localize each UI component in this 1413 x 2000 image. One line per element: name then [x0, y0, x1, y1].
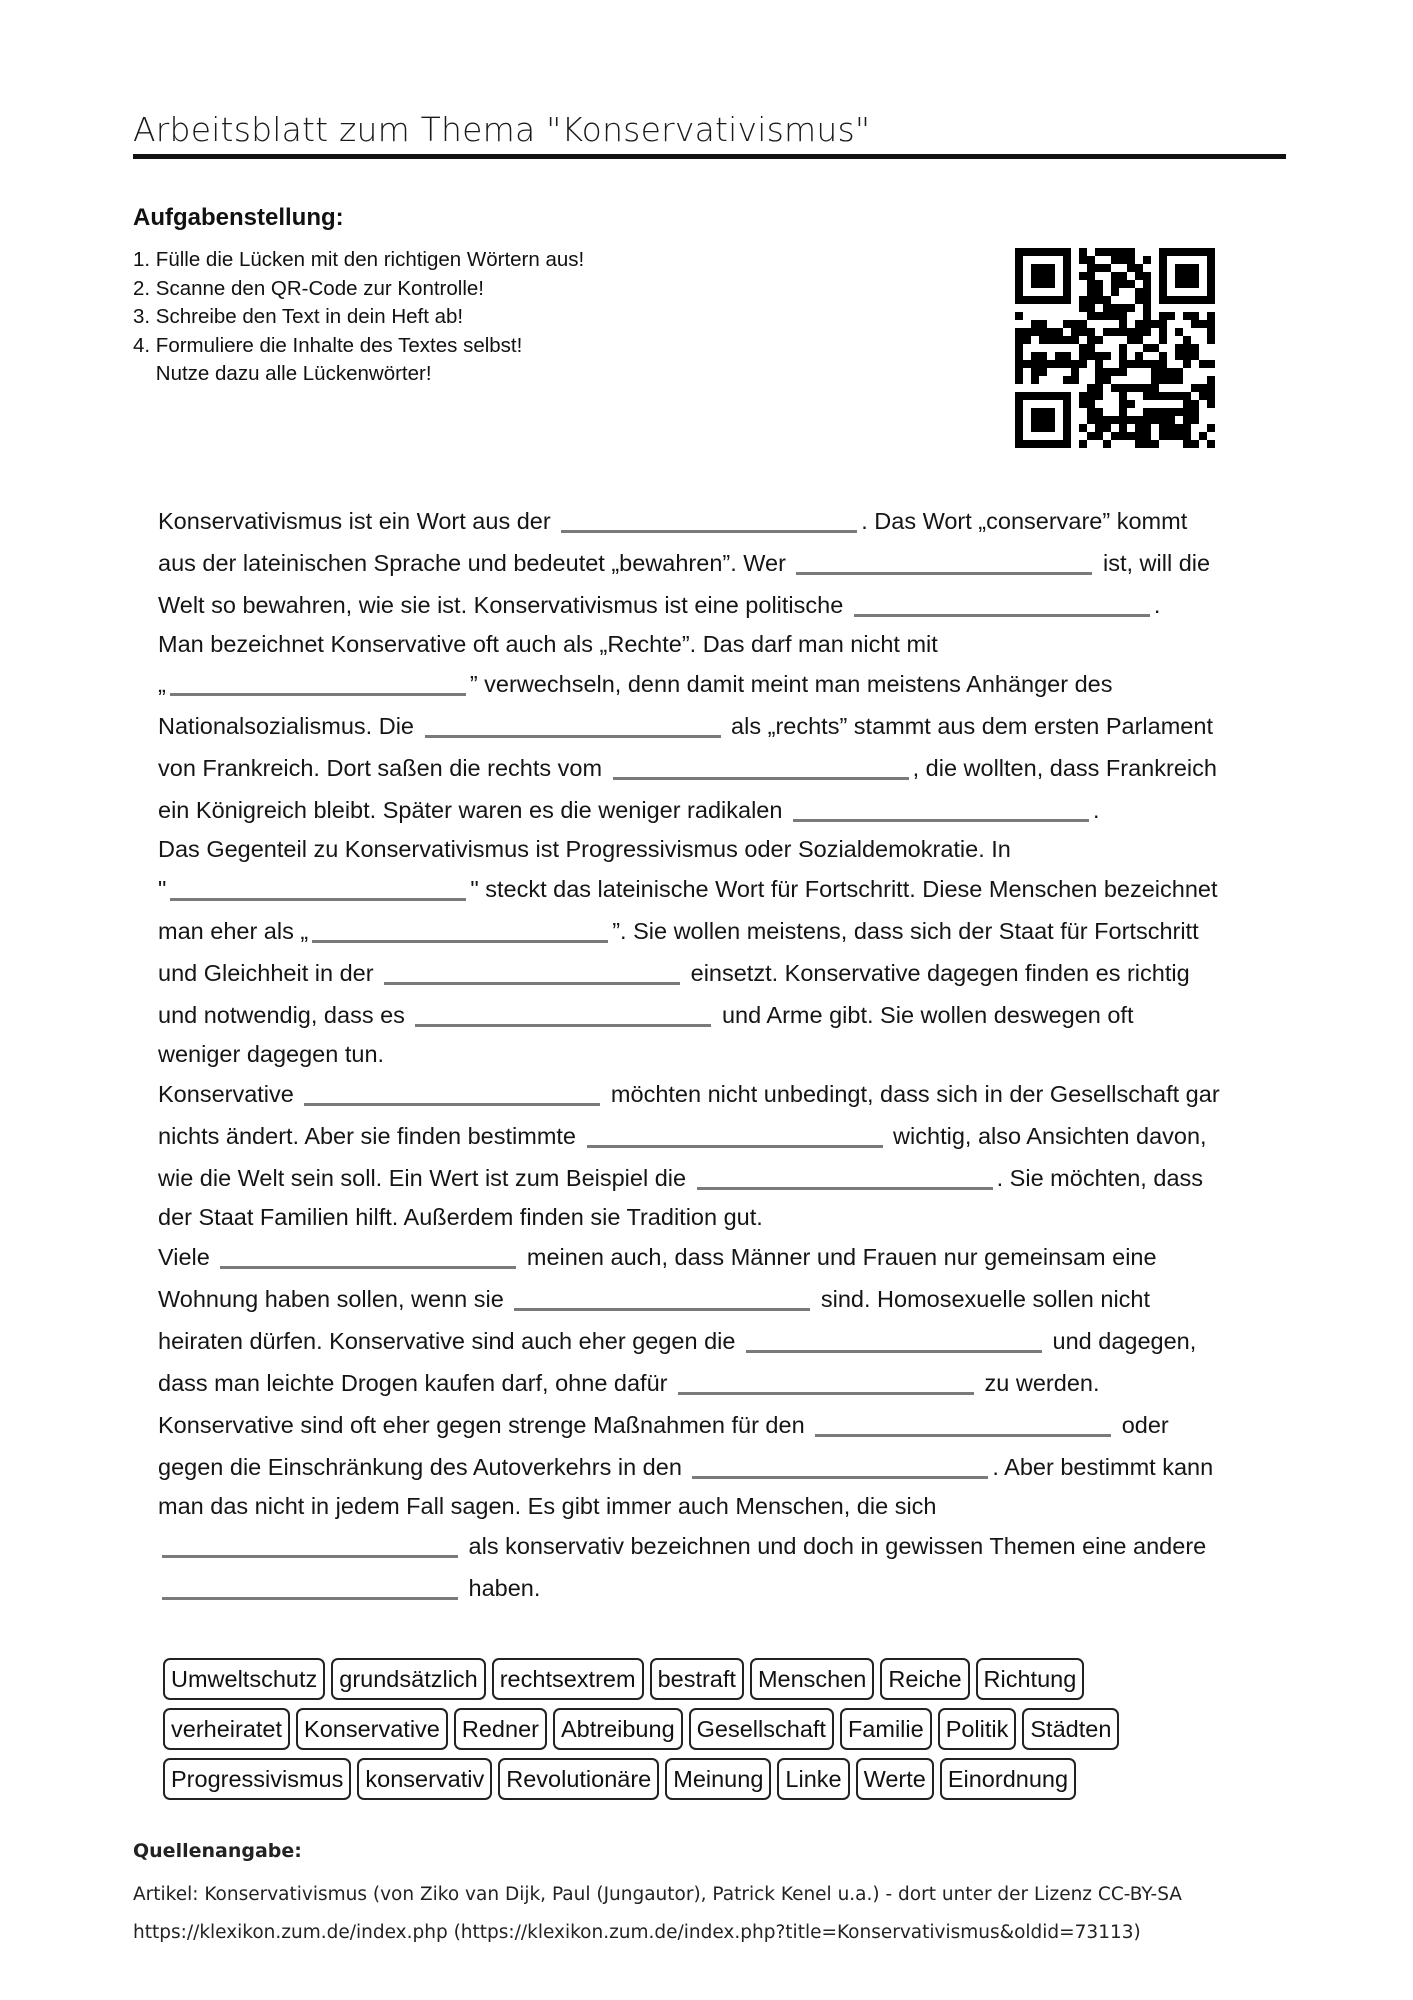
cloze-segment: nichts ändert. Aber sie finden bestimmte: [158, 1123, 583, 1149]
cloze-line: [158, 1199, 1318, 1236]
blank-gap[interactable]: [678, 1368, 974, 1395]
cloze-segment: Wohnung haben sollen, wenn sie: [158, 1286, 511, 1312]
blank-gap[interactable]: [170, 669, 466, 696]
cloze-segment: man das nicht in jedem Fall sagen. Es gibt immer auch Menschen, die sich: [158, 1493, 937, 1519]
cloze-line: [158, 1525, 1318, 1567]
cloze-segment: ” verwechseln, denn damit meint man meistens Anhänger des: [469, 671, 1113, 697]
cloze-segment: .: [1092, 797, 1100, 823]
cloze-line: [158, 500, 1318, 542]
cloze-line: [158, 1320, 1318, 1362]
cloze-segment: ”. Sie wollen meistens, dass sich der Staat für Fortschritt: [612, 918, 1199, 944]
blank-gap[interactable]: [796, 548, 1092, 575]
cloze-line: [158, 1404, 1318, 1446]
blank-gap[interactable]: [162, 1573, 458, 1600]
word-chip: Städten: [1022, 1708, 1119, 1750]
cloze-line: [158, 1362, 1318, 1404]
blank-gap[interactable]: [793, 795, 1089, 822]
cloze-line: [158, 705, 1318, 747]
blank-gap[interactable]: [162, 1531, 458, 1558]
word-chip: Politik: [938, 1708, 1017, 1750]
cloze-line: [158, 952, 1318, 994]
cloze-segment: Konservative: [158, 1081, 301, 1107]
word-bank-row: [163, 1708, 1263, 1758]
task-item: 4. Formuliere die Inhalte des Textes selbst!: [133, 333, 523, 357]
word-chip: Richtung: [976, 1658, 1085, 1700]
cloze-segment: einsetzt. Konservative dagegen finden es richtig: [684, 960, 1190, 986]
cloze-segment: dass man leichte Drogen kaufen darf, ohne dafür: [158, 1370, 675, 1396]
blank-gap[interactable]: [587, 1121, 883, 1148]
cloze-segment: und dagegen,: [1045, 1328, 1197, 1354]
blank-gap[interactable]: [514, 1284, 810, 1311]
cloze-segment: ein Königreich bleibt. Später waren es die weniger radikalen: [158, 797, 789, 823]
word-chip: grundsätzlich: [331, 1658, 485, 1700]
task-item: Nutze dazu alle Lückenwörter!: [133, 362, 432, 385]
cloze-line: [158, 910, 1318, 952]
cloze-segment: man eher als „: [158, 918, 309, 944]
cloze-segment: als „rechts” stammt aus dem ersten Parlament: [724, 713, 1213, 739]
word-chip: Konservative: [296, 1708, 448, 1750]
cloze-segment: zu werden.: [978, 1370, 1100, 1396]
cloze-segment: " steckt das lateinische Wort für Fortschritt. Diese Menschen bezeichnet: [470, 876, 1218, 902]
word-chip: Gesellschaft: [689, 1708, 834, 1750]
cloze-segment: Konservative sind oft eher gegen strenge Maßnahmen für den: [158, 1412, 812, 1438]
sources-heading: Quellenangabe:: [133, 1840, 302, 1862]
cloze-line: [158, 584, 1318, 626]
cloze-segment: als konservativ bezeichnen und doch in gewissen Themen eine andere: [462, 1533, 1207, 1559]
cloze-segment: Konservativismus ist ein Wort aus der: [158, 508, 558, 534]
word-chip: Familie: [840, 1708, 932, 1750]
cloze-line: [158, 1115, 1318, 1157]
cloze-segment: , die wollten, dass Frankreich: [912, 755, 1217, 781]
task-heading: Aufgabenstellung:: [133, 204, 344, 231]
blank-gap[interactable]: [854, 590, 1150, 617]
blank-gap[interactable]: [220, 1242, 516, 1269]
cloze-segment: der Staat Familien hilft. Außerdem finden sie Tradition gut.: [158, 1204, 763, 1230]
word-chip: Linke: [777, 1758, 849, 1800]
word-chip: verheiratet: [163, 1708, 290, 1750]
sources-section: [133, 1840, 1182, 1952]
word-chip: Progressivismus: [163, 1758, 351, 1800]
cloze-segment: Man bezeichnet Konservative oft auch als „Rechte”. Das darf man nicht mit: [158, 631, 938, 657]
cloze-segment: ": [158, 876, 167, 902]
cloze-segment: möchten nicht unbedingt, dass sich in der Gesellschaft gar: [604, 1081, 1220, 1107]
cloze-segment: und Gleichheit in der: [158, 960, 381, 986]
cloze-segment: „: [158, 671, 166, 697]
word-bank-row: [163, 1658, 1263, 1708]
cloze-segment: gegen die Einschränkung des Autoverkehrs in den: [158, 1454, 689, 1480]
cloze-line: [158, 1073, 1318, 1115]
cloze-segment: . Sie möchten, dass: [996, 1165, 1204, 1191]
qr-code-icon[interactable]: [1015, 248, 1215, 448]
word-chip: Werte: [856, 1758, 934, 1800]
word-chip: Redner: [454, 1708, 547, 1750]
cloze-segment: Das Gegenteil zu Konservativismus ist Progressivismus oder Sozialdemokratie. In: [158, 836, 1011, 862]
cloze-line: [158, 831, 1318, 868]
cloze-segment: Nationalsozialismus. Die: [158, 713, 421, 739]
title-divider: [133, 154, 1286, 159]
cloze-segment: heiraten dürfen. Konservative sind auch eher gegen die: [158, 1328, 742, 1354]
blank-gap[interactable]: [304, 1079, 600, 1106]
cloze-segment: wie die Welt sein soll. Ein Wert ist zum Beispiel die: [158, 1165, 693, 1191]
cloze-segment: .: [1153, 592, 1161, 618]
task-list: [133, 246, 584, 389]
cloze-segment: meinen auch, dass Männer und Frauen nur gemeinsam eine: [520, 1244, 1157, 1270]
cloze-segment: oder: [1115, 1412, 1169, 1438]
blank-gap[interactable]: [312, 916, 608, 943]
word-chip: rechtsextrem: [492, 1658, 644, 1700]
cloze-segment: aus der lateinischen Sprache und bedeutet „bewahren”. Wer: [158, 550, 793, 576]
cloze-line: [158, 1157, 1318, 1199]
cloze-line: [158, 1036, 1318, 1073]
cloze-line: [158, 663, 1318, 705]
task-item: 2. Scanne den QR-Code zur Kontrolle!: [133, 276, 484, 300]
cloze-line: [158, 747, 1318, 789]
word-chip: konservativ: [357, 1758, 492, 1800]
blank-gap[interactable]: [613, 753, 909, 780]
word-chip: Abtreibung: [553, 1708, 683, 1750]
word-chip: Revolutionäre: [498, 1758, 659, 1800]
cloze-line: [158, 868, 1318, 910]
word-chip: Einordnung: [940, 1758, 1076, 1800]
blank-gap[interactable]: [697, 1163, 993, 1190]
cloze-segment: von Frankreich. Dort saßen die rechts vom: [158, 755, 609, 781]
page-title: Arbeitsblatt zum Thema "Konservativismus": [133, 110, 871, 149]
cloze-line: [158, 789, 1318, 831]
blank-gap[interactable]: [415, 1000, 711, 1027]
cloze-segment: . Aber bestimmt kann: [992, 1454, 1214, 1480]
source-line: Artikel: Konservativismus (von Ziko van Dijk, Paul (Jungautor), Patrick Kenel u.a.) - dort unter der Lizenz CC-BY-SA: [133, 1884, 1182, 1905]
word-chip: bestraft: [650, 1658, 744, 1700]
cloze-segment: Welt so bewahren, wie sie ist. Konservativismus ist eine politische: [158, 592, 850, 618]
word-chip: Reiche: [880, 1658, 969, 1700]
word-bank-row: [163, 1758, 1263, 1808]
task-item: 1. Fülle die Lücken mit den richtigen Wörtern aus!: [133, 248, 585, 271]
cloze-line: [158, 626, 1318, 663]
cloze-text: [158, 500, 1318, 1609]
cloze-segment: haben.: [462, 1575, 541, 1601]
cloze-segment: . Das Wort „conservare” kommt: [861, 508, 1188, 534]
cloze-line: [158, 542, 1318, 584]
blank-gap[interactable]: [815, 1410, 1111, 1437]
cloze-line: [158, 1446, 1318, 1488]
cloze-segment: sind. Homosexuelle sollen nicht: [814, 1286, 1151, 1312]
cloze-line: [158, 1488, 1318, 1525]
cloze-segment: und Arme gibt. Sie wollen deswegen oft: [715, 1002, 1134, 1028]
cloze-segment: und notwendig, dass es: [158, 1002, 412, 1028]
word-bank: [163, 1658, 1263, 1808]
blank-gap[interactable]: [746, 1326, 1042, 1353]
blank-gap[interactable]: [561, 506, 857, 533]
blank-gap[interactable]: [384, 958, 680, 985]
cloze-line: [158, 1567, 1318, 1609]
cloze-segment: ist, will die: [1096, 550, 1211, 576]
blank-gap[interactable]: [425, 711, 721, 738]
blank-gap[interactable]: [170, 874, 466, 901]
cloze-line: [158, 1236, 1318, 1278]
cloze-segment: Viele: [158, 1244, 217, 1270]
source-line: https://klexikon.zum.de/index.php (https://klexikon.zum.de/index.php?title=Konservativismus&oldid=73113): [133, 1922, 1141, 1943]
cloze-segment: weniger dagegen tun.: [158, 1041, 385, 1067]
word-chip: Menschen: [750, 1658, 874, 1700]
word-chip: Meinung: [665, 1758, 771, 1800]
task-item: 3. Schreibe den Text in dein Heft ab!: [133, 305, 464, 328]
cloze-line: [158, 994, 1318, 1036]
cloze-line: [158, 1278, 1318, 1320]
blank-gap[interactable]: [692, 1452, 988, 1479]
word-chip: Umweltschutz: [163, 1658, 325, 1700]
cloze-segment: wichtig, also Ansichten davon,: [886, 1123, 1207, 1149]
